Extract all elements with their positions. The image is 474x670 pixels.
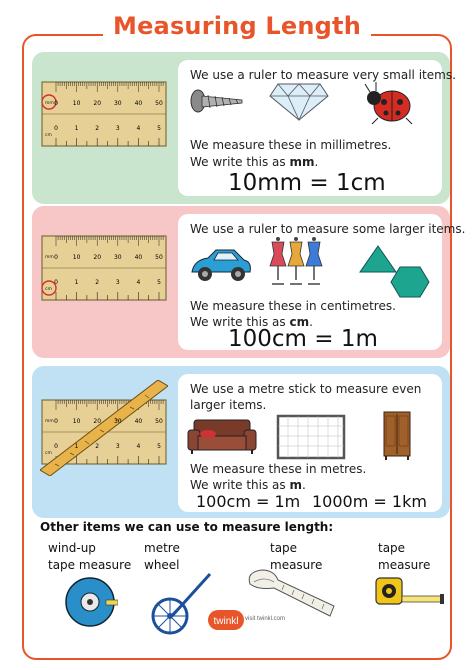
tape-measure-icon xyxy=(244,566,340,622)
item-label: tape measure xyxy=(378,541,431,572)
ruler-bottom-unit: cm xyxy=(45,133,52,138)
conversion-equation: 100cm = 1m xyxy=(228,326,378,352)
ruler-number: 3 xyxy=(115,125,120,132)
ruler-number: 0 xyxy=(54,418,58,425)
text-line: We write this as cm. xyxy=(190,315,313,329)
ruler-number: 5 xyxy=(157,443,161,450)
visit-link[interactable]: visit twinkl.com xyxy=(245,616,286,622)
ruler-number: 50 xyxy=(155,418,163,425)
ruler-number: 20 xyxy=(93,254,102,261)
ruler-number: 0 xyxy=(54,125,58,132)
ruler-number: 10 xyxy=(72,418,81,425)
ruler-number: 5 xyxy=(157,279,161,286)
sofa-icon xyxy=(186,416,258,456)
ruler-number: 0 xyxy=(54,100,58,107)
ruler-number: 4 xyxy=(136,443,141,450)
ruler-icon xyxy=(40,74,168,154)
text-line: We measure these in metres. xyxy=(190,462,367,476)
diamond-icon xyxy=(268,82,330,122)
item-label: metre wheel xyxy=(144,541,180,572)
ruler-bottom-unit: cm xyxy=(45,451,52,456)
hexagon-icon xyxy=(390,266,430,298)
ruler-number: 30 xyxy=(113,254,122,261)
ruler-number: 2 xyxy=(95,125,100,132)
ruler-icon xyxy=(40,380,168,476)
ruler-number: 0 xyxy=(54,254,58,261)
section-metres xyxy=(32,366,450,518)
ruler-number: 1 xyxy=(74,443,79,450)
title-wrap xyxy=(0,12,474,40)
ruler-number: 1 xyxy=(74,279,79,286)
ruler-number: 5 xyxy=(157,125,161,132)
screw-icon xyxy=(188,84,248,118)
ruler-icon xyxy=(40,228,168,308)
svg-text:twinkl: twinkl xyxy=(213,616,239,627)
ladybird-icon xyxy=(362,80,418,126)
info-box xyxy=(178,374,442,512)
conversion-equation: 10mm = 1cm xyxy=(228,170,386,196)
wind-up-tape-measure-icon xyxy=(62,574,118,630)
ruler-number: 3 xyxy=(115,443,120,450)
ruler-number: 30 xyxy=(113,100,122,107)
ruler-top-unit: mm xyxy=(45,419,54,424)
text-line: We write this as mm. xyxy=(190,155,319,169)
item-label: wind-up tape measure xyxy=(48,541,132,572)
info-box xyxy=(178,214,466,352)
text-line: We write this as m. xyxy=(190,478,306,492)
info-box xyxy=(178,60,456,196)
text-line: We measure these in millimetres. xyxy=(190,138,392,152)
ruler-number: 50 xyxy=(155,100,163,107)
ruler-number: 4 xyxy=(136,279,141,286)
ruler-top-unit: mm xyxy=(45,101,54,106)
ruler-number: 10 xyxy=(72,254,81,261)
ruler-number: 40 xyxy=(134,254,143,261)
ruler-number: 50 xyxy=(155,254,163,261)
tape-measure-case-icon xyxy=(374,574,446,608)
ruler-number: 30 xyxy=(113,418,122,425)
ruler-top-unit: mm xyxy=(45,255,54,260)
text-line: larger items. xyxy=(190,398,267,412)
toy-car-icon xyxy=(188,246,254,284)
page-title: Measuring Length xyxy=(103,12,371,40)
mannequin-icon xyxy=(264,236,328,286)
ruler-number: 20 xyxy=(93,418,102,425)
ruler-number: 1 xyxy=(74,125,79,132)
ruler-bottom-unit: cm xyxy=(45,287,52,292)
text-line: We use a ruler to measure very small items. xyxy=(190,68,456,82)
football-goal-icon xyxy=(274,412,348,462)
text-line: We use a metre stick to measure even xyxy=(190,382,422,396)
ruler-number: 40 xyxy=(134,100,143,107)
section-centimetres xyxy=(32,206,466,358)
ruler-number: 0 xyxy=(54,279,58,286)
text-line: We use a ruler to measure some larger items. xyxy=(190,222,466,236)
ruler-number: 10 xyxy=(72,100,81,107)
ruler-number: 2 xyxy=(95,279,100,286)
ruler-number: 4 xyxy=(136,125,141,132)
ruler-number: 2 xyxy=(95,443,100,450)
ruler-number: 3 xyxy=(115,279,120,286)
section-millimetres xyxy=(32,52,456,204)
text-line: We measure these in centimetres. xyxy=(190,299,396,313)
wardrobe-icon xyxy=(382,410,412,462)
other-items-heading: Other items we can use to measure length: xyxy=(40,520,334,534)
item-label: tape measure xyxy=(270,541,323,572)
ruler-number: 20 xyxy=(93,100,102,107)
ruler-number: 0 xyxy=(54,443,58,450)
ruler-number: 40 xyxy=(134,418,143,425)
conversion-equation: 1000m = 1km xyxy=(312,492,427,511)
conversion-equation: 100cm = 1m xyxy=(196,492,301,511)
twinkl-logo xyxy=(208,610,244,630)
